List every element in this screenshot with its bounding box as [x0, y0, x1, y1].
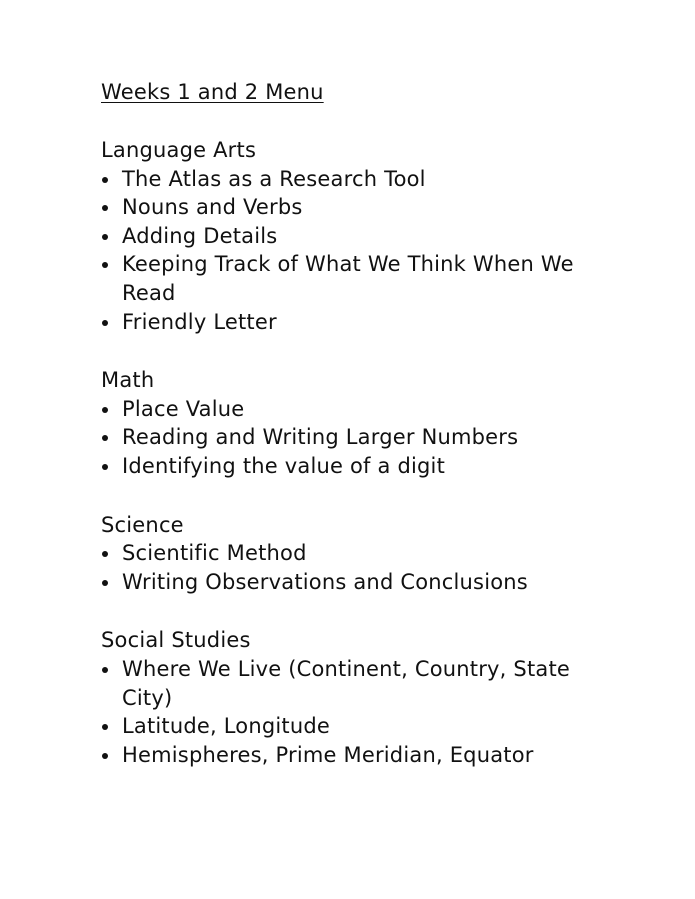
bullet-icon: [102, 435, 108, 441]
bullet-icon: [102, 667, 108, 673]
list-item-text: Identifying the value of a digit: [122, 453, 446, 478]
list-item-text: Friendly Letter: [122, 309, 277, 334]
section-social-studies: [101, 626, 595, 769]
list-item: [101, 539, 592, 568]
list-item: [101, 165, 592, 194]
bullet-icon: [102, 753, 108, 759]
list-item-text: Nouns and Verbs: [122, 195, 303, 220]
section-heading: Language Arts: [101, 138, 257, 162]
section-language-arts: [101, 136, 595, 336]
list-item-text: The Atlas as a Research Tool: [122, 166, 426, 191]
bullet-icon: [102, 551, 108, 557]
bullet-icon: [102, 205, 108, 211]
section-math: [101, 366, 595, 480]
section-heading: Science: [101, 512, 184, 537]
section-item-list: [101, 539, 595, 596]
section-item-list: [101, 655, 595, 769]
list-item: [101, 395, 592, 424]
section-heading: Math: [101, 368, 155, 393]
list-item: [101, 655, 592, 712]
list-item: [101, 222, 592, 251]
list-item: [101, 712, 592, 741]
bullet-icon: [102, 320, 108, 326]
bullet-icon: [102, 464, 108, 470]
bullet-icon: [102, 234, 108, 240]
section-heading: Social Studies: [101, 628, 251, 653]
section-item-list: [101, 395, 595, 481]
list-item-text: Reading and Writing Larger Numbers: [122, 425, 519, 450]
list-item-text: Adding Details: [122, 223, 278, 248]
list-item: [101, 423, 592, 452]
document-title: Weeks 1 and 2 Menu: [101, 80, 324, 104]
list-item: [101, 568, 592, 597]
list-item-text: Where We Live (Continent, Country, State City): [122, 656, 571, 710]
list-item: [101, 452, 592, 481]
list-item-text: Scientific Method: [122, 541, 307, 566]
bullet-icon: [102, 407, 108, 413]
list-item: [101, 250, 592, 307]
list-item-text: Hemispheres, Prime Meridian, Equator: [122, 742, 534, 767]
list-item-text: Latitude, Longitude: [122, 714, 331, 739]
list-item: [101, 193, 592, 222]
list-item: [101, 308, 592, 337]
list-item-text: Writing Observations and Conclusions: [122, 569, 528, 594]
bullet-icon: [102, 724, 108, 730]
list-item-text: Place Value: [122, 396, 245, 421]
bullet-icon: [102, 580, 108, 586]
bullet-icon: [102, 262, 108, 268]
bullet-icon: [102, 177, 108, 183]
list-item-text: Keeping Track of What We Think When We Read: [122, 252, 574, 305]
section-item-list: [101, 165, 595, 337]
section-science: [101, 511, 595, 597]
list-item: [101, 741, 592, 770]
